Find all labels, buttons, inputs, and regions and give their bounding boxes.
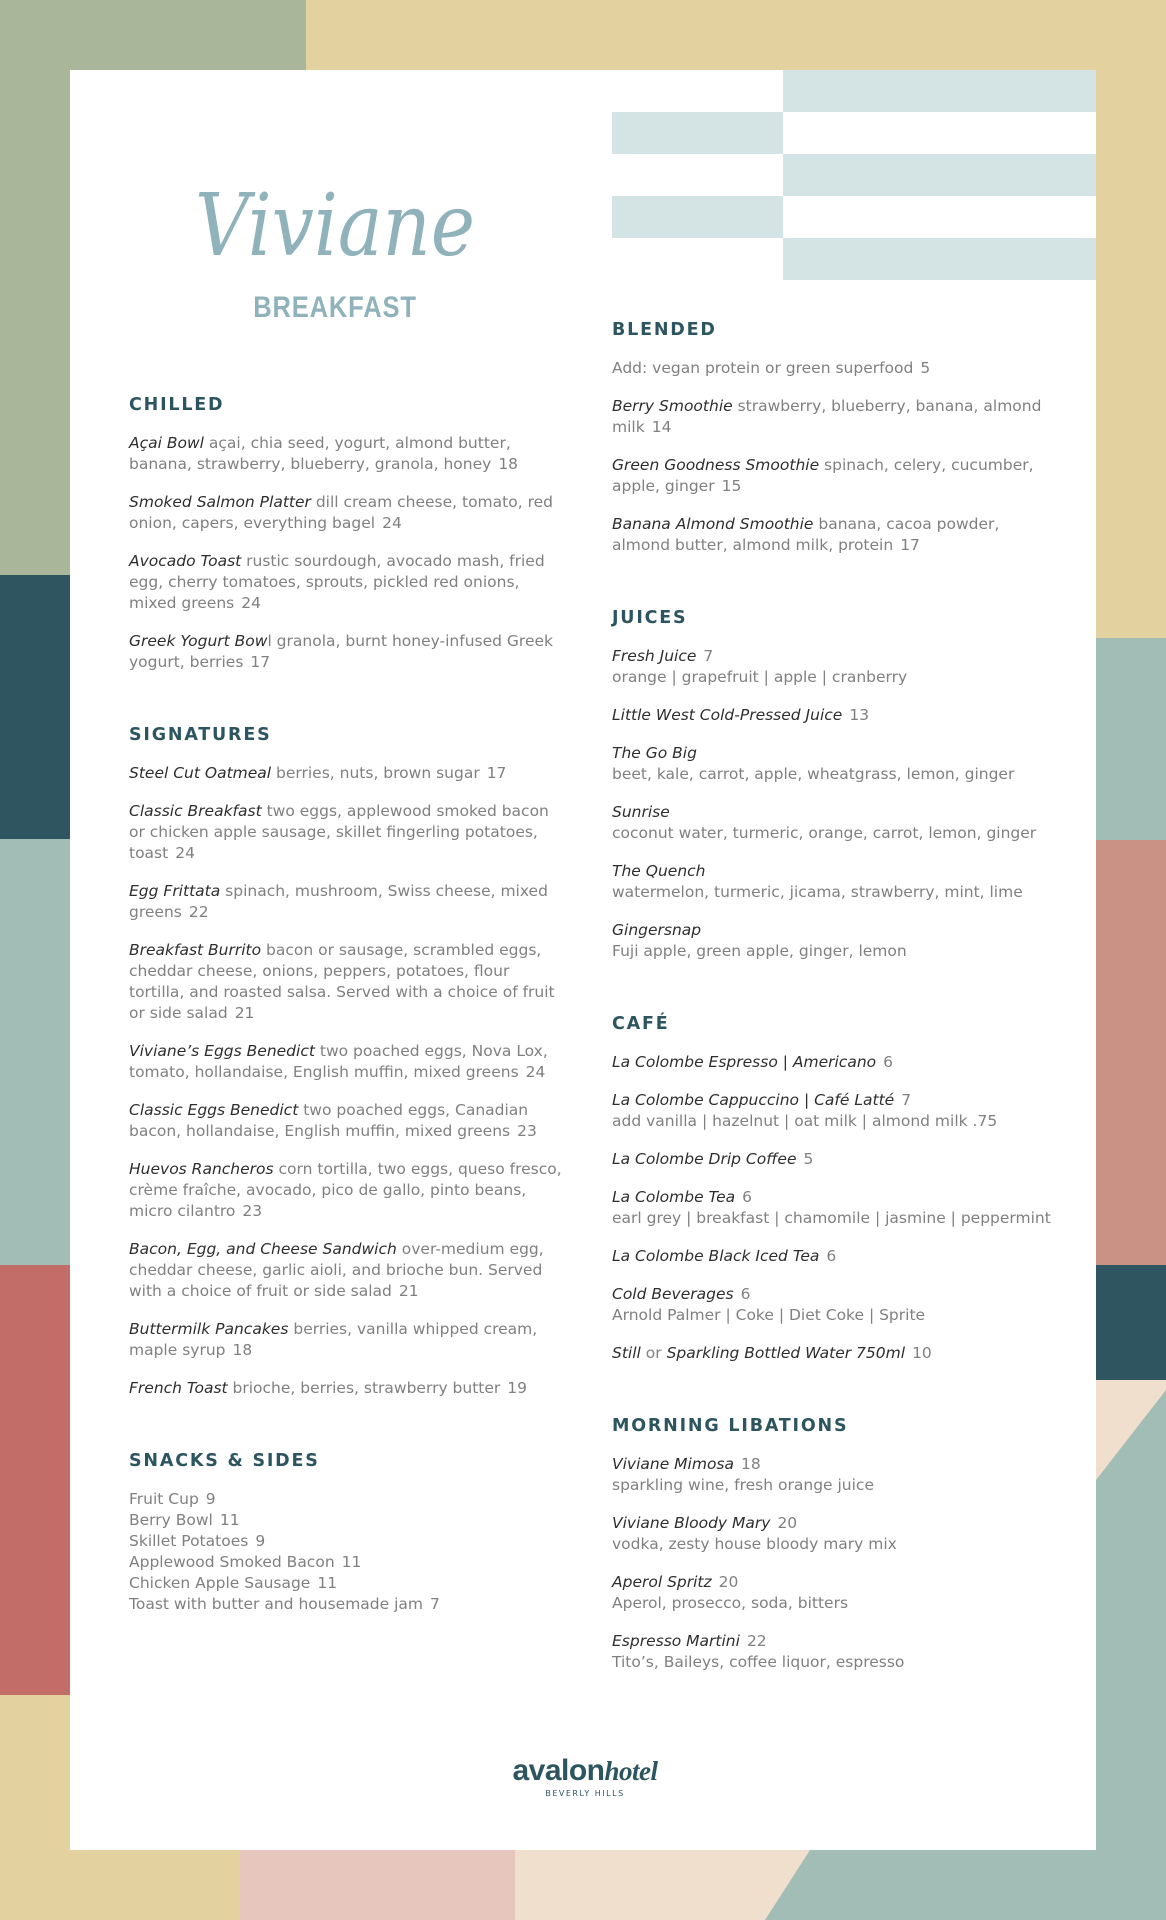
item-name: Viviane Bloody Mary [612, 1514, 771, 1532]
section-title: CHILLED [129, 395, 225, 415]
menu-item [612, 514, 1052, 556]
item-desc: spinach, celery, cucumber, apple, ginger [612, 456, 1034, 495]
item-price: 22 [746, 1632, 767, 1650]
item-name: La Colombe Drip Coffee [612, 1150, 797, 1168]
item-price: 6 [883, 1053, 894, 1071]
item-price: 18 [741, 1455, 761, 1473]
menu-item [612, 705, 1052, 726]
item-name: Skillet Potatoes [129, 1532, 249, 1550]
menu-item [612, 802, 1052, 844]
menu-item [612, 1052, 1052, 1073]
section-title: SIGNATURES [129, 725, 272, 745]
item-price: 17 [486, 764, 507, 782]
item-name: Açai Bowl [129, 434, 204, 452]
menu-item [612, 1513, 1052, 1555]
item-name: Applewood Smoked Bacon [129, 1553, 335, 1571]
menu-item [129, 1378, 569, 1399]
item-desc: two poached eggs, Canadian bacon, hollandaise, English muffin, mixed greens [129, 1101, 529, 1140]
section-title: BLENDED [612, 320, 717, 340]
item-desc: berries, vanilla whipped cream, maple syrup [129, 1320, 538, 1359]
menu-item [612, 1090, 1052, 1132]
item-name: Viviane’s Eggs Benedict [129, 1042, 315, 1060]
item-name: Toast with butter and housemade jam [129, 1595, 423, 1613]
addon-text: Add: vegan protein or green superfood [612, 359, 914, 377]
item-name: Classic Breakfast [129, 802, 262, 820]
item-name: Bacon, Egg, and Cheese Sandwich [129, 1240, 397, 1258]
section-title: MORNING LIBATIONS [612, 1416, 849, 1436]
list-item [129, 1531, 569, 1552]
menu-item [129, 1100, 569, 1142]
menu-item [129, 763, 569, 784]
item-desc: açai, chia seed, yogurt, almond butter, banana, strawberry, blueberry, granola, honey [129, 434, 511, 473]
section-chilled [129, 395, 569, 673]
item-name: La Colombe Black Iced Tea [612, 1247, 820, 1265]
logo-script-text: Viviane [195, 176, 475, 276]
menu-item [129, 1041, 569, 1083]
item-name: Berry Bowl [129, 1511, 213, 1529]
menu-item [129, 433, 569, 475]
item-name: Buttermilk Pancakes [129, 1320, 289, 1338]
item-desc: over-medium egg, cheddar cheese, garlic aioli, and brioche bun. Served with a choice of fruit or side salad [129, 1240, 544, 1300]
section-signatures [129, 725, 569, 1399]
menu-item [612, 1631, 1052, 1673]
menu-item [612, 646, 1052, 688]
item-price: 9 [255, 1532, 266, 1550]
item-name: Banana Almond Smoothie [612, 515, 814, 533]
item-desc: strawberry, blueberry, banana, almond milk [612, 397, 1042, 436]
snack-list [129, 1489, 569, 1615]
item-name: La Colombe Espresso | Americano [612, 1053, 877, 1071]
item-price: 5 [803, 1150, 814, 1168]
item-name: Aperol Spritz [612, 1573, 712, 1591]
item-desc: vodka, zesty house bloody mary mix [612, 1535, 897, 1553]
section-blended [612, 320, 1052, 556]
item-desc: Aperol, prosecco, soda, bitters [612, 1594, 849, 1612]
item-name: French Toast [129, 1379, 228, 1397]
item-name: Smoked Salmon Platter [129, 493, 311, 511]
item-desc: two poached eggs, Nova Lox, tomato, hollandaise, English muffin, mixed greens [129, 1042, 548, 1081]
menu-item [612, 1187, 1052, 1229]
item-price: 19 [507, 1379, 528, 1397]
item-name: Greek Yogurt Bow [129, 632, 268, 650]
item-price: 13 [849, 706, 870, 724]
item-price: 7 [901, 1091, 912, 1109]
section-title: CAFÉ [612, 1014, 670, 1034]
item-name: Espresso Martini [612, 1632, 740, 1650]
item-desc: beet, kale, carrot, apple, wheatgrass, lemon, ginger [612, 765, 1015, 783]
item-desc: coconut water, turmeric, orange, carrot, lemon, ginger [612, 824, 1037, 842]
item-name: Gingersnap [612, 921, 702, 939]
item-name-sparkling: Sparkling Bottled Water 750ml [666, 1344, 906, 1362]
item-price: 7 [430, 1595, 440, 1613]
item-name: Berry Smoothie [612, 397, 733, 415]
item-name: Chicken Apple Sausage [129, 1574, 311, 1592]
menu-item [129, 492, 569, 534]
menu-item [129, 1239, 569, 1302]
item-name: Huevos Rancheros [129, 1160, 274, 1178]
item-name: Avocado Toast [129, 552, 242, 570]
item-or: or [640, 1344, 667, 1362]
item-price: 6 [826, 1247, 837, 1265]
section-title: JUICES [612, 608, 688, 628]
list-item [129, 1552, 569, 1573]
item-price: 20 [718, 1573, 739, 1591]
item-price: 24 [241, 594, 261, 612]
section-title: SNACKS & SIDES [129, 1451, 320, 1471]
brand-hotel: hotel [604, 1756, 658, 1786]
section-juices [612, 608, 1052, 962]
section-morning-libations [612, 1416, 1052, 1673]
item-price: 9 [205, 1490, 216, 1508]
item-name: Breakfast Burrito [129, 941, 262, 959]
item-price: 20 [777, 1514, 798, 1532]
menu-item [129, 551, 569, 614]
menu-item [612, 1454, 1052, 1496]
item-desc: dill cream cheese, tomato, red onion, capers, everything bagel [129, 493, 553, 532]
item-desc: sparkling wine, fresh orange juice [612, 1476, 874, 1494]
item-price: 18 [232, 1341, 253, 1359]
menu-item [612, 1246, 1052, 1267]
item-price: 23 [517, 1122, 537, 1140]
item-desc: add vanilla | hazelnut | oat milk | almond milk .75 [612, 1112, 998, 1130]
item-name: Green Goodness Smoothie [612, 456, 820, 474]
item-name: Fresh Juice [612, 647, 697, 665]
menu-item [612, 455, 1052, 497]
item-name: Steel Cut Oatmeal [129, 764, 272, 782]
right-column [612, 320, 1052, 1725]
item-price: 17 [250, 653, 271, 671]
item-price: 18 [498, 455, 519, 473]
item-desc: watermelon, turmeric, jicama, strawberry, mint, lime [612, 883, 1023, 901]
item-price: 6 [742, 1188, 753, 1206]
item-desc: berries, nuts, brown sugar [271, 764, 480, 782]
item-price: 17 [900, 536, 920, 554]
brand-main: avalon [512, 1754, 605, 1787]
item-name: Sunrise [612, 803, 670, 821]
menu-item-water [612, 1343, 1052, 1364]
item-price: 7 [703, 647, 714, 665]
menu-item [129, 881, 569, 923]
menu-item [129, 631, 569, 673]
menu-item [612, 861, 1052, 903]
item-price: 21 [398, 1282, 419, 1300]
item-price: 15 [721, 477, 742, 495]
list-item [129, 1489, 569, 1510]
menu-item [612, 920, 1052, 962]
section-cafe [612, 1014, 1052, 1364]
logo-subtitle: BREAKFAST [253, 291, 417, 324]
item-price: 10 [912, 1344, 932, 1362]
item-name: Viviane Mimosa [612, 1455, 735, 1473]
item-price: 24 [382, 514, 402, 532]
item-desc: earl grey | breakfast | chamomile | jasmine | peppermint [612, 1209, 1051, 1227]
item-name: The Go Big [612, 744, 697, 762]
section-snacks-sides [129, 1451, 569, 1615]
item-name: La Colombe Cappuccino | Café Latté [612, 1091, 895, 1109]
item-price: 23 [242, 1202, 263, 1220]
brand-location: BEVERLY HILLS [545, 1789, 625, 1798]
list-item [129, 1594, 569, 1615]
viviane-logo [190, 125, 480, 325]
item-desc: Tito’s, Baileys, coffee liquor, espresso [612, 1653, 905, 1671]
addon-price: 5 [920, 359, 931, 377]
item-desc: orange | grapefruit | apple | cranberry [612, 668, 908, 686]
item-price: 11 [341, 1553, 362, 1571]
item-price: 6 [740, 1285, 751, 1303]
item-desc: l granola, burnt honey-infused Greek yogurt, berries [129, 632, 553, 671]
brand-wordmark [500, 1755, 670, 1787]
list-item [129, 1510, 569, 1531]
item-name: Fruit Cup [129, 1490, 199, 1508]
item-desc: spinach, mushroom, Swiss cheese, mixed greens [129, 882, 548, 921]
item-desc: brioche, berries, strawberry butter [227, 1379, 501, 1397]
item-name: Egg Frittata [129, 882, 221, 900]
item-name: Classic Eggs Benedict [129, 1101, 299, 1119]
item-desc: Fuji apple, green apple, ginger, lemon [612, 942, 907, 960]
item-desc: bacon or sausage, scrambled eggs, cheddar cheese, onions, peppers, potatoes, flour tortilla, and roasted salsa. Served with a choice of fruit or side salad [129, 941, 555, 1022]
item-desc: corn tortilla, two eggs, queso fresco, crème fraîche, avocado, pico de gallo, pinto beans, micro cilantro [129, 1160, 562, 1220]
left-column [129, 395, 569, 1667]
menu-item [129, 940, 569, 1024]
item-name: Cold Beverages [612, 1285, 734, 1303]
item-desc: banana, cacoa powder, almond butter, almond milk, protein [612, 515, 1000, 554]
item-price: 11 [219, 1511, 240, 1529]
item-desc: Arnold Palmer | Coke | Diet Coke | Sprite [612, 1306, 926, 1324]
item-name: The Quench [612, 862, 706, 880]
addon-line [612, 358, 1052, 379]
menu-item [129, 1319, 569, 1361]
item-price: 22 [188, 903, 209, 921]
item-name: La Colombe Tea [612, 1188, 736, 1206]
item-name: Little West Cold-Pressed Juice [612, 706, 843, 724]
menu-item [612, 1149, 1052, 1170]
menu-item [612, 1572, 1052, 1614]
menu-item [129, 1159, 569, 1222]
avalon-hotel-logo [500, 1755, 670, 1798]
menu-item [612, 396, 1052, 438]
viviane-script-logo [190, 125, 480, 285]
item-price: 11 [317, 1574, 338, 1592]
item-desc: rustic sourdough, avocado mash, fried egg, cherry tomatoes, sprouts, pickled red onions, mixed greens [129, 552, 545, 612]
item-price: 24 [525, 1063, 546, 1081]
menu-item [612, 743, 1052, 785]
item-desc: two eggs, applewood smoked bacon or chicken apple sausage, skillet fingerling potatoes, toast [129, 802, 549, 862]
item-price: 24 [175, 844, 195, 862]
menu-item [612, 1284, 1052, 1326]
item-price: 14 [651, 418, 672, 436]
menu-item [129, 801, 569, 864]
item-name-still: Still [612, 1344, 641, 1362]
item-price: 21 [234, 1004, 255, 1022]
list-item [129, 1573, 569, 1594]
